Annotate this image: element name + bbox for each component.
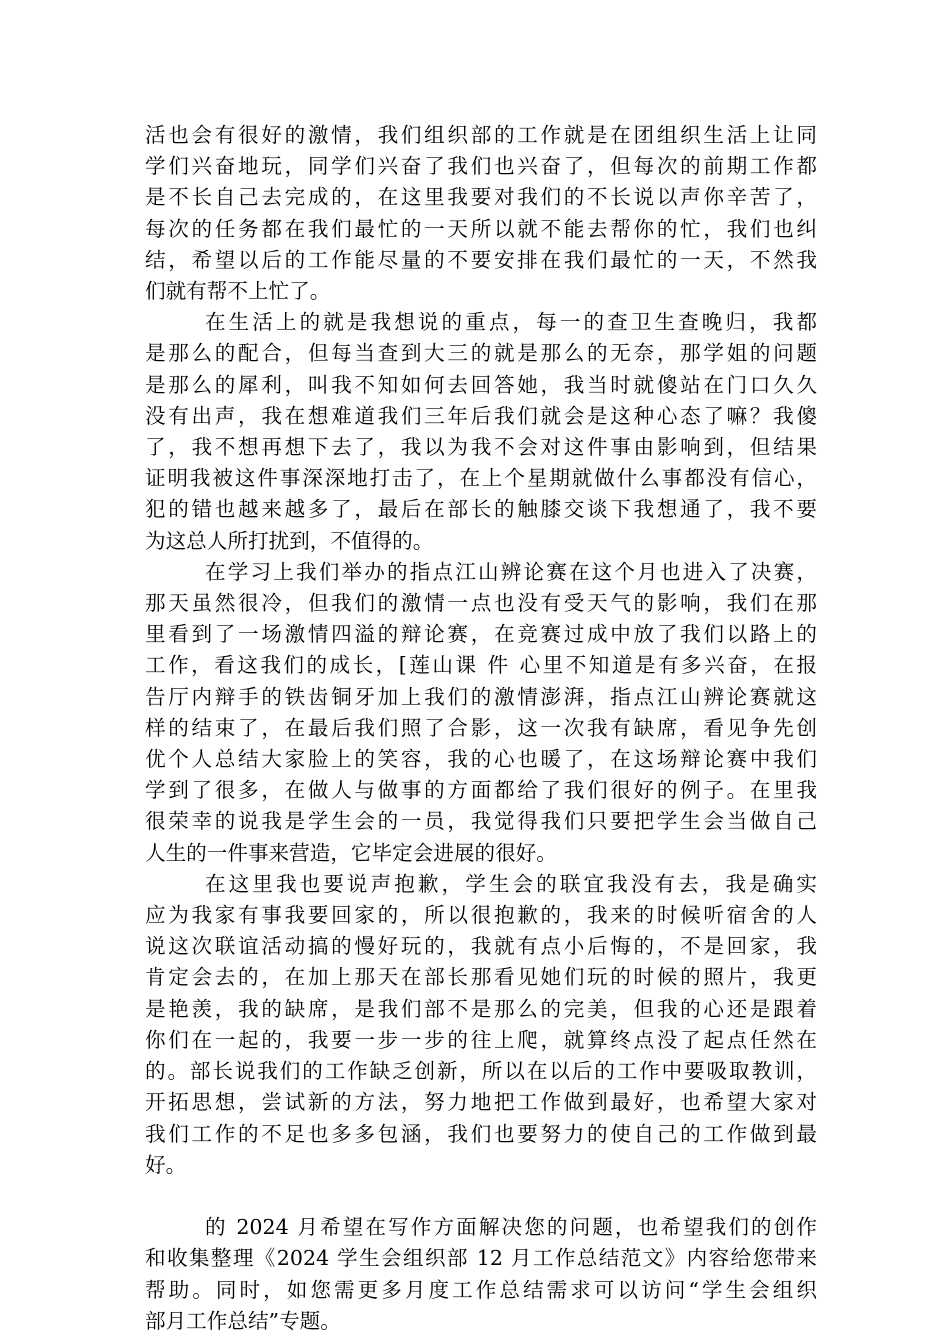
text-line: 是那么的配合，但每当查到大三的就是那么的无奈，那学姐的问题 [145,341,817,366]
text-line: 证明我被这件事深深地打击了，在上个星期就做什么事都没有信心， [145,466,817,491]
text-line: 肯定会去的，在加上那天在部长那看见她们玩的时候的照片，我更 [145,965,817,990]
text-line: 学们兴奋地玩，同学们兴奋了我们也兴奋了，但每次的前期工作都 [145,154,817,179]
text-line: 那天虽然很冷，但我们的激情一点也没有受天气的影响，我们在那 [145,591,817,616]
paragraph-apology [145,869,817,1181]
document-body [145,120,817,1337]
text-line: 很荣幸的说我是学生会的一员，我觉得我们只要把学生会当做自己 [145,809,817,834]
text-line: 的。部长说我们的工作缺乏创新，所以在以后的工作中要吸取教训， [145,1059,817,1084]
text-line: 们就有帮不上忙了。 [145,279,331,304]
paragraph-daily-life [145,307,817,557]
text-line: 活也会有很好的激情，我们组织部的工作就是在团组织生活上让同 [145,123,817,147]
text-line: 和收集整理《2024 学生会组织部 12 月工作总结范文》内容给您带来 [145,1246,817,1271]
text-line: 优个人总结大家脸上的笑容，我的心也暖了，在这场辩论赛中我们 [145,747,817,772]
text-line: 没有出声，我在想难道我们三年后我们就会是这种心态了嘛？我傻 [145,403,817,428]
paragraph-closing-note [145,1212,817,1337]
text-line: 结，希望以后的工作能尽量的不要安排在我们最忙的一天，不然我 [145,247,817,272]
text-line: 你们在一起的，我要一步一步的往上爬，就算终点没了起点任然在 [145,1027,817,1052]
text-line: 好。 [145,1152,187,1177]
text-line: 学到了很多，在做人与做事的方面都给了我们很好的例子。在里我 [145,778,817,803]
text-line: 是那么的犀利，叫我不知如何去回答她，我当时就傻站在门口久久 [145,372,817,397]
text-line: 里看到了一场激情四溢的辩论赛，在竞赛过成中放了我们以路上的 [145,622,817,647]
text-line: 部月工作总结”专题。 [145,1308,341,1333]
text-line: 是不长自己去完成的，在这里我要对我们的不长说以声你辛苦了， [145,185,817,210]
text-line: 开拓思想，尝试新的方法，努力地把工作做到最好，也希望大家对 [145,1090,817,1115]
text-line: 人生的一件事来营造，它毕定会进展的很好。 [145,840,557,865]
text-line: 我们工作的不足也多多包涵，我们也要努力的使自己的工作做到最 [145,1121,817,1146]
paragraph-debate-contest [145,557,817,869]
text-line: 犯的错也越来越多了，最后在部长的触膝交谈下我想通了，我不要 [145,497,817,522]
text-line: 帮助。同时，如您需更多月度工作总结需求可以访问“学生会组织 [145,1277,817,1302]
paragraph-spacer [145,1181,817,1212]
text-line: 在生活上的就是我想说的重点，每一的查卫生查晚归，我都 [205,310,817,335]
text-line: 工作，看这我们的成长，[莲山课 件 心里不知道是有多兴奋，在报 [145,653,817,678]
text-line: 的 2024 月希望在写作方面解决您的问题，也希望我们的创作 [205,1215,817,1240]
text-line: 每次的任务都在我们最忙的一天所以就不能去帮你的忙，我们也纠 [145,216,817,241]
text-line: 在学习上我们举办的指点江山辨论赛在这个月也进入了决赛， [205,559,817,584]
text-line: 样的结束了，在最后我们照了合影，这一次我有缺席，看见争先创 [145,715,817,740]
text-line: 是艳羡，我的缺席，是我们部不是那么的完美，但我的心还是跟着 [145,996,817,1021]
paragraph-club-activities [145,120,817,307]
text-line: 在这里我也要说声抱歉，学生会的联宜我没有去，我是确实 [205,871,817,896]
text-line: 为这总人所打扰到，不值得的。 [145,528,434,553]
text-line: 应为我家有事我要回家的，所以很抱歉的，我来的时候听宿舍的人 [145,903,817,928]
text-line: 告厅内辩手的铁齿铜牙加上我们的激情澎湃，指点江山辨论赛就这 [145,684,817,709]
text-line: 了，我不想再想下去了，我以为我不会对这件事由影响到，但结果 [145,435,817,460]
text-line: 说这次联谊活动搞的慢好玩的，我就有点小后悔的，不是回家，我 [145,934,817,959]
